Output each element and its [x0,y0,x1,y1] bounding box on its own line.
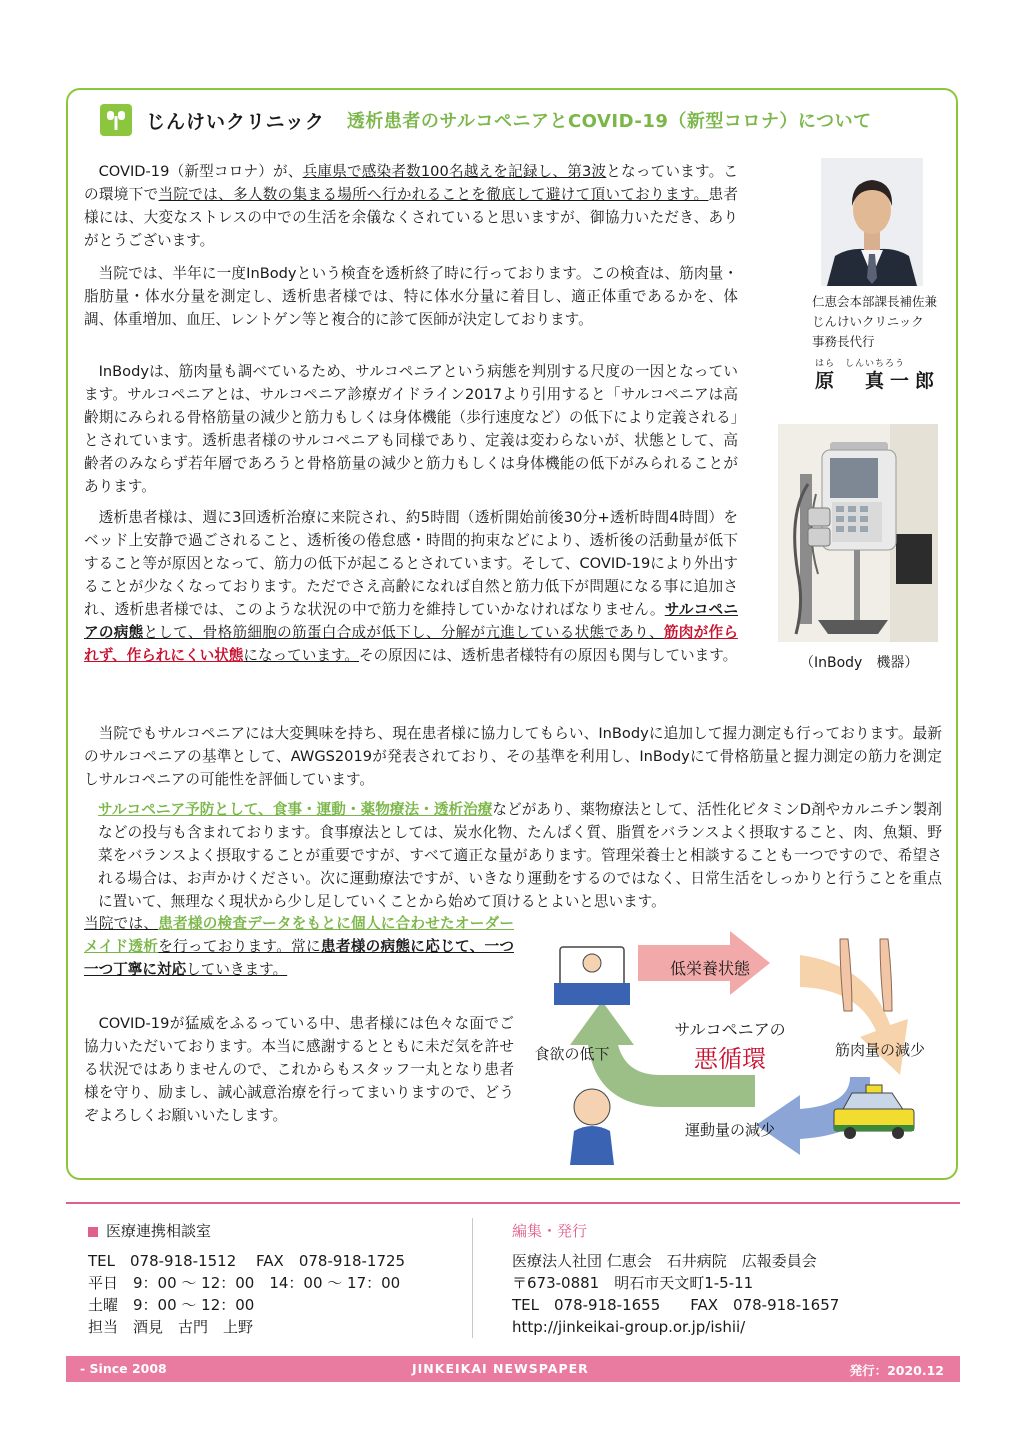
emphasis-sarcopenia-pathology: サルコペニアの病態 [84,601,738,641]
underline-infections: 兵庫県で感染者数100名越えを記録し、第3波 [302,163,607,180]
paragraph-2: 当院では、半年に一度InBodyという検査を透析終了時に行っております。この検査は、筋肉量・脂肪量・体水分量を測定し、透析患者様では、特に体水分量に着目し、適正体重であるかを、体調、体重増加、血圧、レントゲン等と複合的に診て医師が決定しております。 [84,265,738,328]
paragraph-5: 当院でもサルコペニアには大変興味を持ち、現在患者様に協力してもらい、InBodyに追加して握力測定も行っております。最新のサルコペニアの基準として、AWGS2019が発表されており、その基準を利用し、InBodyにて骨格筋量と握力測定の筋力を測定しサルコペニアの可能性を評価しています。 [84,725,942,788]
since-label: - Since 2008 [80,1361,167,1376]
bottom-bar [66,1356,960,1382]
author-name-ruby: はら しんいちろう [815,359,906,369]
bed-patient-icon [554,947,630,1005]
emphasis-prevention: サルコペニア予防として、食事・運動・薬物療法・透析治療 [98,801,493,818]
footer-right-line-2: 〒673-0881 明石市天文町1-5-11 [512,1274,754,1292]
paragraph-4: 透析患者様は、週に3回透析治療に来院され、約5時間（透析開始前後30分+透析時間4時間）をベッド上安静で過ごされること、透析後の倦怠感・時間的拘束などにより、透析後の活動量が低下すること等が原因となって、筋力の低下が起こるとされています。そして、COVID-19により外出することが少なくなっております。ただでさえ高齢になれば自然と筋力低下が問題になる事に追加され、透析患者様では、このような状況の中で筋力を維持していかなければなりません。サルコペニアの病態として、骨格筋細胞の筋蛋白合成が低下し、分解が亢進している状態であり、筋肉が作られず、作られにくい状態になっています。その原因には、透析患者様特有の原因も関与しています。 [84,509,738,664]
issue-date: 発行：2020.12 [849,1363,944,1378]
device-caption: （InBody 機器） [800,655,919,671]
underline-avoid-crowds: 当院では、多人数の集まる場所へ行かれることを徹底して避けて頂いております。 [158,186,709,203]
center-label-small: サルコペニアの [674,1020,786,1039]
author-caption: 仁恵会本部課長補佐兼 じんけいクリニック 事務長代行 [812,294,938,349]
vicious-cycle-diagram [530,925,950,1170]
footer-left-line-3: 土曜 9：00 ～ 12：00 [88,1296,255,1314]
footer-column-divider [472,1218,473,1338]
emphasis-ordermade: 患者様の検査データをもとに個人に合わせたオーダーメイド透析 [84,915,514,955]
label-activity-decrease: 運動量の減少 [684,1121,776,1139]
label-muscle-loss: 筋肉量の減少 [834,1041,926,1059]
center-label-big: 悪循環 [694,1045,766,1073]
footer-right-line-1: 医療法人社団 仁恵会 石井病院 広報委員会 [512,1252,817,1270]
footer-right-heading: 編集・発行 [512,1222,588,1240]
article-header [100,104,872,136]
square-bullet-icon [88,1227,98,1237]
paragraph-3: InBodyは、筋肉量も調べているため、サルコペニアという病態を判別する尺度の一因となっています。サルコペニアとは、サルコペニア診療ガイドライン2017より引用すると「サルコペニアは高齢期にみられる骨格筋量の減少と筋力もしくは身体機能（歩行速度など）の低下により定義される」とされています。透析患者様のサルコペニアも同様であり、定義は変わらないが、状態として、高齢者のみならず若年層であろうと骨格筋量の減少と筋力もしくは身体機能の低下がみられることがあります。 [84,363,738,495]
footer-divider [66,1202,960,1204]
clinic-logo-icon [100,104,132,136]
footer-website-link[interactable]: http://jinkeikai-group.or.jp/ishii/ [512,1318,746,1336]
author-photo [821,158,923,286]
newspaper-title: JINKEIKAI NEWSPAPER [412,1361,589,1376]
emphasis-muscle-not-made: 筋肉が作られず、作られにくい状態 [84,624,738,664]
footer-left-line-2: 平日 9：00 ～ 12：00 14：00 ～ 17：00 [88,1274,401,1292]
paragraph-8: COVID-19が猛威をふるっている中、患者様には色々な面でご協力いただいております。本当に感謝するとともに未だ気を許せる状況ではありませんので、これからもスタッフ一丸となり患者様を守り、励まし、誠心誠意治療を行ってまいりますので、どうぞよろしくお願いいたします。 [84,1015,514,1124]
author-name: 原 真一郎 [815,370,941,392]
paragraph-1: COVID-19（新型コロナ）が、兵庫県で感染者数100名越えを記録し、第3波となっています。この環境下で当院では、多人数の集まる場所へ行かれることを徹底して避けて頂いております。患者様には、大変なストレスの中での生活を余儀なくされていると思いますが、御協力いただき、ありがとうございます。 [84,163,738,249]
paragraph-6: サルコペニア予防として、食事・運動・薬物療法・透析治療などがあり、薬物療法として、活性化ビタミンD剤やカルニチン製剤などの投与も含まれております。食事療法としては、炭水化物、たんぱく質、脂質をバランスよく摂取すること、肉、魚類、野菜をバランスよく摂取することが重要ですが、すべて適正な量があります。管理栄養士と相談することも一つですので、希望される場合は、お声かけください。次に運動療法ですが、いきなり運動をするのではなく、日常生活をしっかりと行うことを重点に置いて、無理なく現状から少し足していくことから始めて頂けるとよいと思います。 [98,801,943,910]
footer-left-line-4: 担当 酒見 古門 上野 [88,1318,254,1336]
emphasis-careful-care: 患者様の病態に応じて、一つ一つ丁寧に対応 [84,938,514,978]
clinic-name: じんけいクリニック [146,110,325,133]
footer-right-line-3: TEL 078-918-1655 FAX 078-918-1657 [512,1296,840,1314]
paragraph-7: 当院では、患者様の検査データをもとに個人に合わせたオーダーメイド透析を行っております。常に患者様の病態に応じて、一つ一つ丁寧に対応していきます。 [84,915,514,978]
inbody-device-photo [778,424,938,642]
footer-left-line-1: TEL 078-918-1512 FAX 078-918-1725 [88,1252,406,1270]
label-malnutrition: 低栄養状態 [669,959,751,978]
elderly-person-icon [570,1089,614,1165]
footer-left-heading: 医療連携相談室 [88,1220,211,1241]
label-appetite-loss: 食欲の低下 [534,1045,610,1063]
article-title: 透析患者のサルコペニアとCOVID-19（新型コロナ）について [346,111,872,132]
